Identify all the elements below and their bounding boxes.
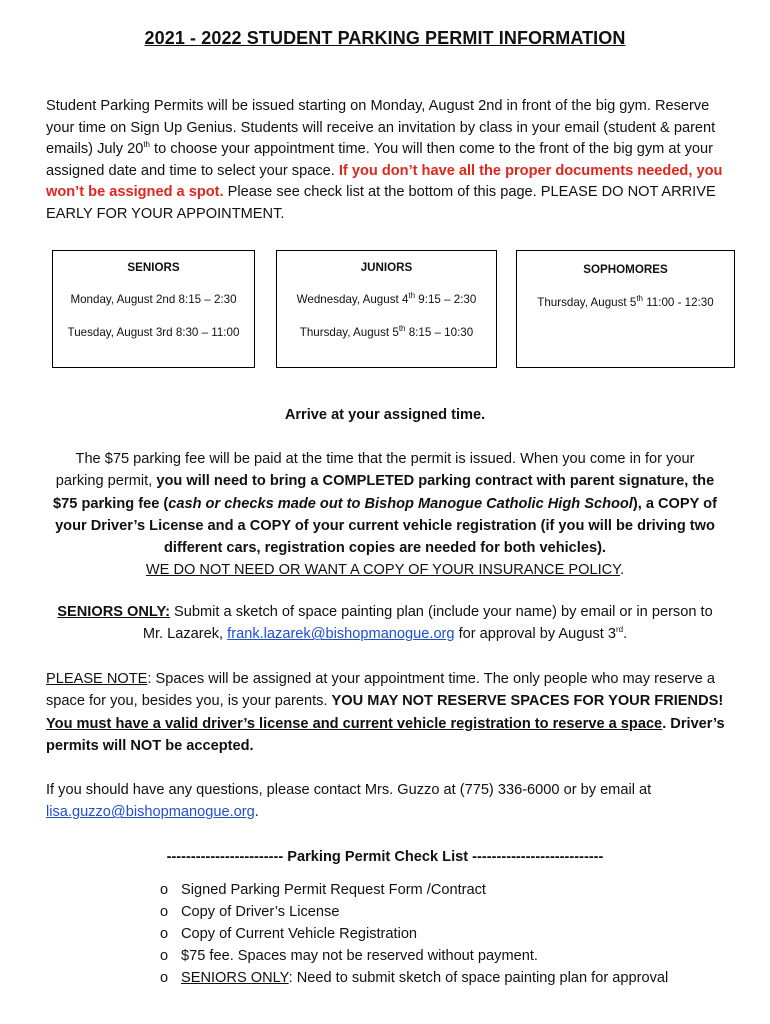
checklist-item-text: Signed Parking Permit Request Form /Contract	[181, 882, 486, 898]
bullet-icon: o	[160, 948, 169, 964]
bullet-icon: o	[160, 970, 169, 986]
note-bold-underline: You must have a valid driver’s license and current vehicle registration to reserve a space	[46, 715, 663, 732]
sophomores-line-1	[517, 296, 734, 309]
note-bold-1: YOU MAY NOT RESERVE SPACES FOR YOUR FRIENDS!	[331, 693, 724, 710]
juniors-line-1	[277, 293, 496, 306]
seniors-only-label: SENIORS ONLY:	[57, 604, 170, 620]
juniors-line-2-time: 8:15 – 10:30	[405, 326, 474, 339]
bullet-icon: o	[160, 882, 169, 898]
seniors-only-text-2: for approval by August 3	[454, 626, 616, 643]
seniors-only-text-1: Submit a sketch of space painting plan (include your name) by email or in person to Mr. Lazarek,	[142, 604, 713, 643]
seniors-only-paragraph	[50, 601, 720, 646]
contact-paragraph	[46, 779, 734, 824]
seniors-only-end: .	[623, 626, 628, 643]
checklist-item-text: $75 fee. Spaces may not be reserved without payment.	[181, 948, 538, 964]
juniors-line-1-time: 9:15 – 2:30	[415, 293, 477, 306]
seniors-only-sup: rd	[616, 625, 624, 635]
seniors-line-2: Tuesday, August 3rd 8:30 – 11:00	[67, 326, 240, 339]
sophomores-line-1-time: 11:00 - 12:30	[643, 296, 714, 309]
lazarek-email-link[interactable]: frank.lazarek@bishopmanogue.org	[227, 626, 455, 643]
seniors-header: SENIORS	[127, 261, 180, 274]
juniors-schedule-box	[276, 250, 497, 368]
checklist-header: ------------------------ Parking Permit Check List ---------------------------	[166, 849, 604, 865]
intro-text-2: to choose your appointment time. You will then come to the front of the big gym at your assigned date and time to select your space.	[46, 141, 713, 179]
intro-text-1: Student Parking Permits will be issued starting on Monday, August 2nd in front of the big gym. Reserve your time on Sign Up Genius. Students will receive an invitation by class in your email (student & parent emails) July 20	[46, 98, 716, 158]
checklist	[160, 879, 740, 989]
checklist-item-text: Copy of Driver’s License	[181, 904, 340, 920]
fee-bold-2: ), a COPY of your Driver’s License and a COPY of your current vehicle registration (if you will be driving two different cars, registration copies are needed for both vehicles).	[55, 495, 717, 557]
guzzo-email-link[interactable]: lisa.guzzo@bishopmanogue.org	[46, 804, 255, 821]
intro-text-3: Please see check list at the bottom of this page. PLEASE DO NOT ARRIVE EARLY FOR YOUR APPOINTMENT.	[46, 184, 716, 222]
intro-sup: th	[143, 140, 150, 150]
checklist-item	[160, 967, 740, 989]
fee-end: .	[620, 562, 625, 579]
seniors-schedule-box	[52, 250, 255, 368]
insurance-notice: WE DO NOT NEED OR WANT A COPY OF YOUR INSURANCE POLICY	[145, 562, 621, 579]
checklist-item	[160, 901, 740, 923]
checklist-item-text: Copy of Current Vehicle Registration	[181, 926, 418, 942]
juniors-line-1-sup: th	[408, 291, 416, 301]
intro-paragraph	[46, 96, 736, 226]
juniors-line-2-sup: th	[398, 324, 406, 334]
checklist-item	[160, 923, 740, 945]
note-text: : Spaces will be assigned at your appointment time. The only people who may reserve a space for you, besides you, is your parents.	[46, 671, 715, 710]
contact-end: .	[254, 804, 259, 821]
contact-text: If you should have any questions, please contact Mrs. Guzzo at (775) 336-6000 or by email at	[46, 782, 652, 798]
seniors-line-1: Monday, August 2nd 8:15 – 2:30	[70, 293, 237, 306]
checklist-item-text: : Need to submit sketch of space painting plan for approval	[288, 970, 669, 986]
checklist-item	[160, 879, 740, 901]
note-bold-2: . Driver’s permits will NOT be accepted.	[46, 715, 725, 754]
juniors-line-2-text: Thursday, August 5	[299, 326, 399, 339]
sophomores-line-1-text: Thursday, August 5	[537, 296, 637, 309]
please-note-label: PLEASE NOTE	[46, 671, 148, 687]
arrive-notice: Arrive at your assigned time.	[284, 407, 486, 423]
bullet-icon: o	[160, 926, 169, 942]
intro-warning: If you don’t have all the proper documents needed, you won’t be assigned a spot.	[46, 162, 723, 201]
please-note-paragraph	[46, 668, 734, 757]
checklist-seniors-label: SENIORS ONLY	[181, 970, 289, 986]
juniors-line-1-text: Wednesday, August 4	[296, 293, 409, 306]
sophomores-schedule-box	[516, 250, 735, 368]
checklist-item	[160, 945, 740, 967]
juniors-line-2	[277, 326, 496, 339]
page-title: 2021 - 2022 STUDENT PARKING PERMIT INFORMATION	[144, 28, 626, 48]
sophomores-header: SOPHOMORES	[583, 263, 668, 276]
juniors-header: JUNIORS	[360, 261, 413, 274]
fee-paragraph	[50, 448, 720, 582]
fee-bold-1: you will need to bring a COMPLETED parking contract with parent signature, the $75 parking fee (	[53, 473, 715, 512]
sophomores-line-1-sup: th	[636, 294, 643, 304]
fee-text: The $75 parking fee will be paid at the time that the permit is issued. When you come in for your parking permit,	[55, 451, 695, 490]
bullet-icon: o	[160, 904, 169, 920]
fee-bold-italic: cash or checks made out to Bishop Manogue Catholic High School	[168, 495, 633, 512]
